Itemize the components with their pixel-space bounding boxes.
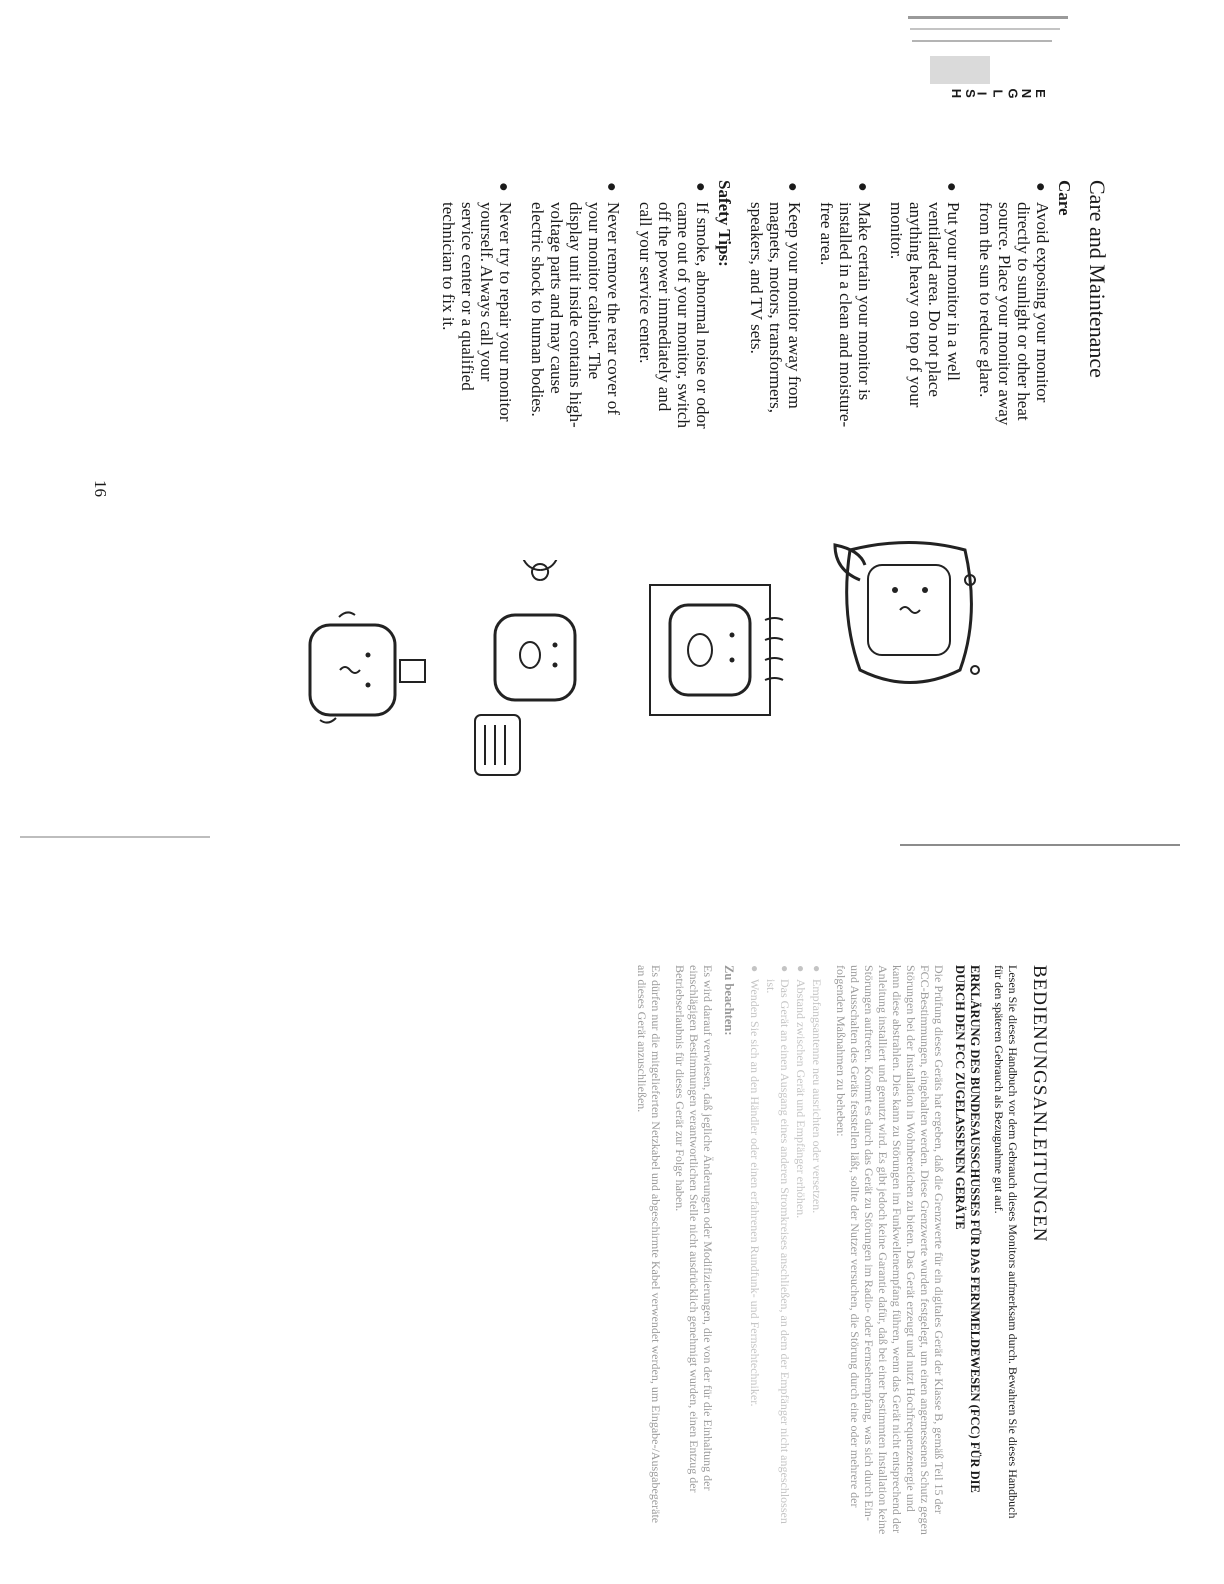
lang-letter-i: I bbox=[974, 91, 990, 96]
german-bullet-text: Das Gerät an einen Ausgang eines anderen Stromkreises anschließen, an dem der Empfänger nicht angeschlossen ist. bbox=[764, 979, 792, 1524]
care-item bbox=[817, 180, 874, 530]
fcc-text: Die Prüfung dieses Geräts hat ergeben, daß die Grenzwerte für ein digitales Gerät der Klasse B, gemäß Teil 15 der FCC-Bestimmungen, eingehalten werden. Diese Grenzwerte wurden festgelegt, um einen angemessenen Schutz gegen Störungen bei der Installation in Wohnbereichen zu bieten. Das Gerät erzeugt und nutzt Hochfrequenzenergie und kann diese abstrahlen. Dies kann zu Störungen im Funkwellenempfang führen, wenn das Gerät nicht entsprechend der Anleitung installiert und genutzt wird. Es gibt jedoch keine Garantie dafür, daß bei einer bestimmten Installation keine Störungen auftreten. Kommt es durch das Gerät zu Störungen im Radio- oder Fernsehempfang, was sich durch Ein- und Ausschalten des Geräts feststellen läßt, sollte der Nutzer versuchen, die Störung durch eine oder mehrere der folgenden Maßnahmen zu beheben: bbox=[834, 965, 946, 1535]
monitor-smoke-illustration bbox=[480, 560, 590, 710]
note-text: Es wird darauf verwiesen, daß jegliche Änderungen oder Modifizierungen, die von der für die Einhaltung der einschlägigen Bestimmungen verantwortlichen Stelle nicht ausdrücklich genehmigt wurden, einen Entzug der Betriebserlaubnis für dieses Gerät zur Folge haben. bbox=[673, 965, 715, 1493]
care-item-text: Avoid exposing your monitor directly to sunlight or other heat source. Place your monitor away from the sun to reduce glare. bbox=[976, 202, 1052, 426]
bullet-icon: ● bbox=[778, 965, 792, 973]
safety-item bbox=[528, 180, 623, 530]
german-bullet bbox=[764, 965, 792, 1535]
bullet-icon: ● bbox=[748, 965, 762, 973]
safety-item bbox=[439, 180, 515, 530]
bullet-icon: ● bbox=[943, 182, 960, 192]
cable-text: Es dürfen nur die mitgelieferten Netzkabel und abgeschirmte Kabel verwendet werden, um Eingabe-/Ausgabegeräte an dieses Gerät anzuschließen. bbox=[635, 965, 663, 1524]
note-heading: Zu beachten: bbox=[722, 965, 736, 1036]
language-tab bbox=[900, 10, 1080, 110]
bullet-icon: ● bbox=[1032, 182, 1049, 192]
german-bullet bbox=[810, 965, 824, 1535]
fcc-heading: ERKLÄRUNG DES BUNDESAUSSCHUSSES FÜR DAS FERNMELDEWESEN (FCC) FÜR DIE DURCH DEN FCC ZUGELASSENEN GERÄTE bbox=[953, 965, 982, 1493]
care-heading: Care bbox=[1055, 180, 1074, 216]
lang-letter-n: N bbox=[1019, 88, 1035, 99]
care-item bbox=[747, 180, 804, 530]
care-item bbox=[976, 180, 1052, 530]
monitor-shelf-illustration bbox=[640, 580, 790, 720]
safety-item-text: Never try to repair your monitor yourself. Always call your service center or a qualified technician to fix it. bbox=[439, 202, 515, 422]
german-title: BEDIENUNGSANLEITUNGEN bbox=[1029, 965, 1050, 1243]
monitor-repair-illustration bbox=[300, 610, 440, 730]
german-section bbox=[270, 965, 1050, 1535]
care-item bbox=[887, 180, 963, 530]
monitor-sun-illustration bbox=[820, 520, 1000, 710]
section-title: Care and Maintenance bbox=[1085, 180, 1110, 378]
toaster-illustration bbox=[460, 700, 540, 790]
german-intro: Lesen Sie dieses Handbuch vor dem Gebrauch dieses Monitors aufmerksam durch. Bewahren Sie dieses Handbuch für den späteren Gebrauch als Bezugnahme gut auf. bbox=[992, 965, 1020, 1519]
bullet-icon: ● bbox=[794, 965, 808, 973]
bullet-icon: ● bbox=[784, 182, 801, 192]
lang-letter-s: S bbox=[962, 89, 978, 98]
lang-letter-l: L bbox=[990, 89, 1006, 98]
german-bullet-text: Empfangsantenne neu ausrichten oder versetzen. bbox=[810, 979, 824, 1214]
safety-item-text: If smoke, abnormal noise or odor came out of your monitor, switch off the power immediately and call your service center. bbox=[636, 202, 712, 429]
german-bullet-text: Wenden Sie sich an den Händler oder einen erfahrenen Rundfunk- und Fernsehtechniker. bbox=[748, 979, 762, 1407]
safety-item-text: Never remove the rear cover of your monitor cabinet. The display unit inside contains high- voltage parts and may cause electric shock to human bodies. bbox=[528, 202, 623, 428]
page-number: 16 bbox=[91, 480, 110, 497]
bullet-icon: ● bbox=[810, 965, 824, 973]
german-bullet bbox=[794, 965, 808, 1535]
scan-line bbox=[900, 844, 1180, 846]
scan-line bbox=[20, 836, 210, 838]
care-item-text: Put your monitor in a well ventilated area. Do not place anything heavy on top of your monitor. bbox=[887, 202, 963, 408]
lang-letter-h: H bbox=[949, 88, 965, 99]
german-bullet-text: Abstand zwischen Gerät und Empfänger erhöhen. bbox=[794, 979, 808, 1219]
lang-letter-g: G bbox=[1005, 88, 1021, 99]
bullet-icon: ● bbox=[692, 182, 709, 192]
safety-heading: Safety Tips: bbox=[715, 180, 734, 267]
safety-item bbox=[636, 180, 712, 530]
lang-letter-e: E bbox=[1032, 89, 1048, 98]
bullet-icon: ● bbox=[495, 182, 512, 192]
care-column bbox=[439, 180, 1074, 530]
bullet-icon: ● bbox=[603, 182, 620, 192]
care-item-text: Make certain your monitor is installed in a clean and moisture- free area. bbox=[817, 202, 874, 428]
care-item-text: Keep your monitor away from magnets, motors, transformers, speakers, and TV sets. bbox=[747, 202, 804, 414]
bullet-icon: ● bbox=[854, 182, 871, 192]
german-bullet bbox=[748, 965, 762, 1535]
